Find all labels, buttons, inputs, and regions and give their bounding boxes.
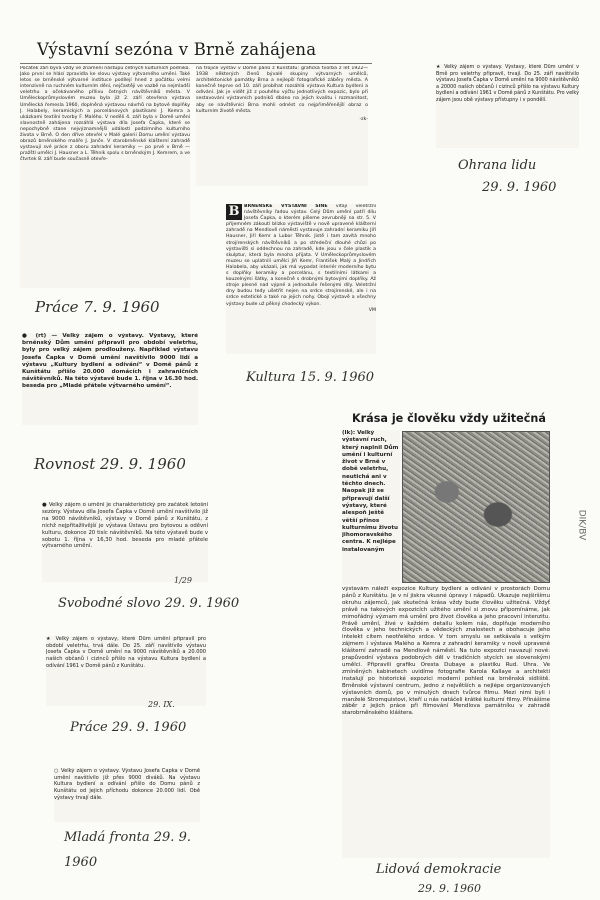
clipping-3-text: ● Velký zájem o umění je charakteristický pro začátek letošní sezóny. Výstavu díla Josefa Čapka v Domě umění navštívilo již na 9000 návštěvníků, výstavy v Domě pánů z Kunštátu, z nichž nejpřitažlivější je výstava Ústavu pro bytovou a oděvní kulturu, dokonce 20 tisíc návštěvníků. Na této výstavě bude v sobotu 1. října v 16,30 hod. beseda pro mladé přátele výtvarného umění. [42,502,208,550]
clipping-8-intro [342,430,400,585]
clipping-5-text: ○ Velký zájem o výstavy. Výstavu Josefa Čapka v Domě umění navštívilo již přes 9000 diváků. Na výstavu Kultura bydlení a odívání přišlo do Domu pánů z Kunštátu od jejich příchodu dokonce 20.000 lidí. Obě výstavy trvají dále. [54,768,200,801]
clipping-1-col2 [196,66,368,186]
clipping-6-source-name: Ohrana lidu [458,158,537,173]
clipping-8-title: Krása je člověku vždy užitečná [352,412,546,425]
clipping-3-source: Svobodné slovo 29. 9. 1960 [58,596,240,611]
clipping-2 [22,333,198,425]
clipping-7-author: VM [368,307,376,313]
clipping-6-text: ★ Velký zájem o výstavy. Výstavy, které Dům umění v Brně pro veletrhy připravil, trvají. Do 25. září navštívilo výstavu Josefa Čapka v Domě umění na 9000 návštěvníků a 20000 našich občanů i cizinců přišlo na výstavu Kultury bydlení a odívání 1961 v Domě pánů z Kunštátu. Pro velký zájem jsou obě výstavy přístupny i v pondělí. [436,64,579,103]
clipping-4 [46,636,206,706]
clipping-7-text [226,204,376,308]
clipping-1-title: Výstavní sezóna v Brně zahájena [37,40,317,59]
clipping-5 [54,768,200,822]
clipping-1-col2-text: na trojice výstav v Domě pánů z Kunštátu: grafická tvorba z let 1922—1938 některých členů bývalé skupiny výtvarných umělců, architektonické památky Brna a nejlepší fotografické záběry města. A konečně teprve od 10. září probíhat rozsáhlá výstava Kultura bydlení a odívání. Jak je vidět již z pouhého výčtu jednotlivých expozic, bylo při sestavování výstavních podniků dbáno na jejich kvalitu i rozmanitost, aby se návštěvníci Brna mohli odnést co nejpřiměřenější obraz o kulturním životě města. [196,66,368,114]
clipping-4-source: Práce 29. 9. 1960 [70,720,187,735]
clipping-2-text: ● (rt) — Velký zájem o výstavy. Výstavy, které brněnský Dům umění připravil pro období veletrhu, byly pro velký zájem prodlouženy. Například výstavu Josefa Čapka v Domě umění navštívilo 9000 lidí a výstavu „Kultury bydlení a odívání“ v Domě pánů z Kunštátu přišlo 20.000 domácích i zahraničních návštěvníků. Na této výstavě bude 1. října v 16.30 hod. beseda pro „Mladé přátele výtvarného umění“. [22,333,198,390]
clipping-1-author: -zk- [359,116,368,122]
margin-note: DIK/BV [576,509,587,541]
clipping-6-source-date: 29. 9. 1960 [482,180,557,195]
clipping-7-initial: B [226,204,242,220]
clipping-4-text: ★ Velký zájem o výstavy, které Dům umění připravil pro období veletrhu, trvá dále. Do 25. září navštívilo výstavu Josefa Čapka v Domě umění na 9000 návštěvníků a 20.000 našich občanů i cizinců přišlo na výstavu Kultura bydlení a odívání 1961 v Domě pánů z Kunštátu. [46,636,206,669]
clipping-8-body-text: výstavám náleží expozice Kultury bydlení a odívání v prostorách Domu pánů z Kunštátu. Je v ní jiskra vkusné úpravy i nápadů. Ukazuje nejširšímu okruhu zájemců, jak skutečná krása vždy bude člověku užitečná. Vždyť právě na takových expozicích užitého umění si znovu připomínáme, jak mimořádný význam má umění pro život člověka a jeho pracovní intenzitu. Právě umění, žívé v každém detailu kolem nás, doplňuje moderního člověka v jeho technických a vědeckých znalostech a obohacuje jeho intelekt citem neotřelého srdce. V tom smyslu se setkávala s velkým zájmem i výstava Malého a Kemra z zahradní keramiky v nově upravené klášterní zahradě na Mendlově náměstí. Na tuto expozici navazují nové: prapůvodní výstava podobných děl v tradičních stycích se slovenskými umělci. Připravili grafiku Oresta Dubaye a plastiku Rud. Uhra. Ve zmíněných kabinetech uvidíme fotografie Karola Kallaye a architekti instalují po historické expozici moderní pohled na brněnská sídliště. Brněnské výstavní centrum, jedno z největších a nejlépe organizovaných výstavních domů, po v minulých dnech tvůrce filmu. Mezi nimi byli i manželé Stromquistovi, kteří u nás natáčeli krátké kulturní filmy. Přinášíme záběr z jejich práce při filmování Mendlova památníku v zahradě starobrněnského kláštera. [342,586,550,717]
clipping-7 [226,204,376,354]
clipping-3-mark: 1/29 [174,576,192,585]
clipping-6 [436,64,579,148]
clipping-8-photo [402,431,550,583]
clipping-4-mark: 29. IX. [148,700,175,709]
clipping-1-rule [20,63,372,64]
clipping-8-source-date: 29. 9. 1960 [418,882,481,895]
clipping-1-col1-text: Počátek září bývá vždy ve znamení nástupu četných kulturních podniků. Jako první se hlásí zpravidla ke slovu výstavy výtvarného umění. Také letos se brněnské výtvarné instituce podílejí hned z počátku velmi intenzívně na ruchném kulturním dění, nejčastěji ve vazbě na nejmladší veletrhu a očekávaného přílivu četných návštěvníků města. V Uměleckoprůmyslovém muzeu byla již 2. září otevřena výstava Umělecká řemesla 1960, doplněná výstavou návrhů na bytové doplňky J. Halabely, keramických a porcelánových plastikami J. Kemra a ukázkami textilní tvorby F. Malého. V neděli 4. září byla v Domě umění slavnostně zahájena rozsáhlá výstava díla Josefa Čapka, které se nepochybně stane nejvýznamnější událostí podzimního kulturního života v Brně. O den dříve otevřel v Malé galerii Domu umění výstavu obrazů brněnského malíře J. Janče. V starobrněnské klášterní zahradě vystavují své práce z oboru zahradní keramiky — po prvé v Brně — pražští umělci J. Hausner a L. Těhník spolu s brněnským J. Kemrem, a ve čtvrtek 8. září bude současně otevře- [20,66,190,163]
clipping-5-source: Mladá fronta 29. 9. 1960 [64,830,191,870]
clipping-3 [42,502,208,582]
clipping-8-intro-text: (Ik): Velký výstavní ruch, který naplnil Dům umění i kulturní život v Brně v době veletrhu, neutichá ani v těchto dnech. Naopak již se připravují další výstavy, které alespoň ještě větší přínos kulturnímu životu jihomoravského centra. K nejlépe instalovaným [342,430,399,553]
clipping-8-body [342,586,550,858]
clipping-7-heading: BRNĚNSKÉ VÝSTAVNÍ SÍNĚ [244,204,328,209]
clipping-7-source: Kultura 15. 9. 1960 [246,370,375,385]
clipping-2-source: Rovnost 29. 9. 1960 [34,455,186,473]
clipping-7-body: vítají veletržní návštěvníky řadou výstav. Celý Dům umění patří dílu Josefa Čapka, o kterém píšeme zevrubněji na str. 5. V příjemném zákoutí blízko výstaviště v nově upravené klášterní zahradě na Mendlově náměstí vystavuje zahradní keramiku Jiří Hausner, Jiří Kemr a Lubor Těhník. Jistě i tam zavítá mnoho strojírenských návštěvníků a po středeční dlouhé chůzi po výstavišti si oddechnou na zahradě, kde jsou v čele plastik a skulptur, která byla mnoha přijata. V Uměleckoprůmyslovém muzeu se uplatnili umělci Jiří Kemr, František Malý a Jindřich Halabela, aby ukázali, jak má vypadat interiér moderního bytu s doplňky keramiky a porcelánu, s textilními látkami a kouzelnými šátky, a konečně s drobnými bytovými doplňky. Až stroje plesné nad výpné a jednoduše řešenými díly. Veletržní dny budou tedy ušetřit nejen na srdce strojírenské, ale i na srdce estetické a také na jejich nohy. Obojí výstavě a všechny výstavy bude už pěkný chodecký výkon. [226,204,376,307]
clipping-1-col1 [20,66,190,288]
clipping-1-source: Práce 7. 9. 1960 [35,298,160,316]
clipping-8-source-name: Lidová demokracie [376,862,502,877]
